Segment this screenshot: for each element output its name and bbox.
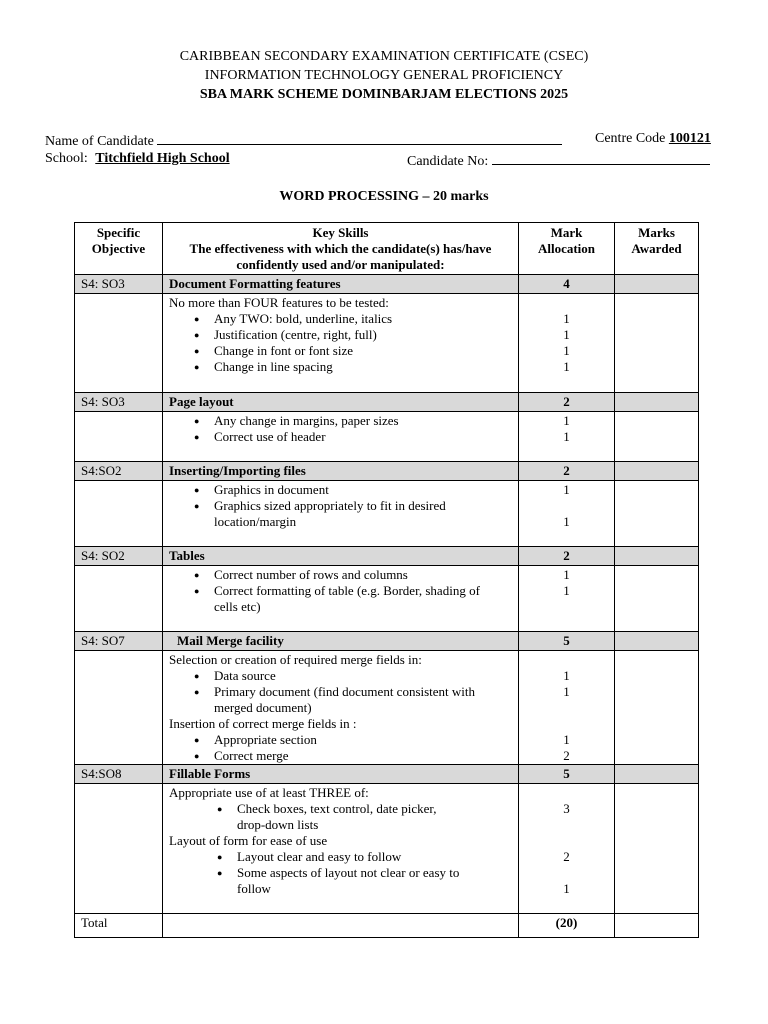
list-item: ● Data source	[169, 668, 512, 684]
list-item: ● Correct merge	[169, 748, 512, 764]
objective-cell: S4:SO8	[75, 765, 163, 784]
header-marks-awarded: Marks Awarded	[615, 223, 699, 275]
marks-awarded-cell[interactable]	[615, 765, 699, 784]
section-row-formatting	[75, 275, 699, 294]
detail-row-inserting-files	[75, 481, 699, 547]
skills-cell: ● Graphics in document ● Graphics sized appropriately to fit in desired location/margin	[163, 481, 519, 547]
document-header	[0, 47, 768, 104]
list-item: ● Graphics in document	[169, 482, 512, 498]
marks-awarded-cell[interactable]	[615, 275, 699, 294]
marks-awarded-cell[interactable]	[615, 481, 699, 547]
candidate-name-label: Name of Candidate	[45, 134, 154, 149]
centre-code-label: Centre Code	[595, 131, 666, 146]
objective-cell: S4: SO3	[75, 275, 163, 294]
mark-scheme-table	[74, 222, 699, 938]
header-line-1: CARIBBEAN SECONDARY EXAMINATION CERTIFICATE (CSEC)	[179, 49, 589, 64]
marks-awarded-cell[interactable]	[615, 566, 699, 632]
list-item: ● Correct number of rows and columns	[169, 567, 512, 583]
list-item: ● Change in font or font size	[169, 343, 512, 359]
section-marks-cell: 4	[519, 275, 615, 294]
candidate-name-field[interactable]	[157, 130, 562, 145]
detail-row-mail-merge	[75, 651, 699, 765]
header-line-3: SBA MARK SCHEME DOMINBARJAM ELECTIONS 2025	[199, 87, 569, 102]
header-line-2: INFORMATION TECHNOLOGY GENERAL PROFICIENCY	[204, 68, 564, 83]
centre-code-value: 100121	[668, 131, 711, 146]
skills-cell: ● Correct number of rows and columns ● Correct formatting of table (e.g. Border, shading of cells etc)	[163, 566, 519, 632]
marks-awarded-cell[interactable]	[615, 412, 699, 462]
detail-row-tables	[75, 566, 699, 632]
marks-awarded-cell[interactable]	[615, 784, 699, 914]
objective-cell: S4: SO7	[75, 632, 163, 651]
section-marks-cell: 2	[519, 393, 615, 412]
section-marks-cell: 5	[519, 765, 615, 784]
detail-row-fillable-forms	[75, 784, 699, 914]
candidate-no-row	[407, 150, 710, 170]
section-title-cell: Document Formatting features	[163, 275, 519, 294]
total-awarded-cell[interactable]	[615, 914, 699, 938]
list-item: ● Correct formatting of table (e.g. Border, shading of	[169, 583, 512, 599]
section-row-fillable-forms	[75, 765, 699, 784]
section-marks-cell: 2	[519, 547, 615, 566]
school-value: Titchfield High School	[95, 151, 230, 166]
section-title-cell: Inserting/Importing files	[163, 462, 519, 481]
list-item: ● Change in line spacing	[169, 359, 512, 375]
section-title-cell: Page layout	[163, 393, 519, 412]
marks-awarded-cell[interactable]	[615, 651, 699, 765]
section-title: WORD PROCESSING – 20 marks	[279, 189, 489, 204]
item-marks-cell: 1 1	[519, 566, 615, 632]
item-marks-cell: 1 1 1 1	[519, 294, 615, 393]
header-key-skills: Key Skills The effectiveness with which the candidate(s) has/have confidently used and/or manipulated:	[163, 223, 519, 275]
candidate-no-field[interactable]	[492, 150, 710, 165]
objective-cell: S4:SO2	[75, 462, 163, 481]
list-item: ● Appropriate section	[169, 732, 512, 748]
list-item: ● Graphics sized appropriately to fit in desired	[169, 498, 512, 514]
section-row-inserting-files	[75, 462, 699, 481]
school-row	[45, 150, 230, 167]
marks-awarded-cell[interactable]	[615, 393, 699, 412]
detail-row-page-layout	[75, 412, 699, 462]
marks-awarded-cell[interactable]	[615, 294, 699, 393]
list-item: ● Any TWO: bold, underline, italics	[169, 311, 512, 327]
item-marks-cell: 1 1	[519, 412, 615, 462]
total-marks: (20)	[519, 914, 615, 938]
item-marks-cell: 1 1	[519, 481, 615, 547]
candidate-no-label: Candidate No:	[407, 154, 489, 169]
skills-cell	[163, 412, 519, 462]
section-row-mail-merge	[75, 632, 699, 651]
candidate-name-row	[45, 130, 562, 150]
marks-awarded-cell[interactable]	[615, 462, 699, 481]
objective-cell: S4: SO3	[75, 393, 163, 412]
detail-row-formatting	[75, 294, 699, 393]
section-marks-cell: 2	[519, 462, 615, 481]
skills-cell: Appropriate use of at least THREE of: ● Check boxes, text control, date picker, drop-down lists Layout of form for ease of use ● Layout clear and easy to follow ● Some aspects of layout not clear or easy to follow	[163, 784, 519, 914]
header-mark-allocation: Mark Allocation	[519, 223, 615, 275]
table-header-row	[75, 223, 699, 275]
list-item: ● Correct use of header	[169, 429, 512, 445]
skills-cell: No more than FOUR features to be tested: ● Any TWO: bold, underline, italics ● Justification (centre, right, full) ● Change in font or font size ● Change in line spacing	[163, 294, 519, 393]
header-objective: Specific Objective	[75, 223, 163, 275]
list-item: ● Some aspects of layout not clear or easy to	[169, 865, 512, 881]
section-title-cell: Tables	[163, 547, 519, 566]
list-item: ● Check boxes, text control, date picker,	[169, 801, 512, 817]
objective-cell: S4: SO2	[75, 547, 163, 566]
marks-awarded-cell[interactable]	[615, 547, 699, 566]
section-title-cell: Mail Merge facility	[163, 632, 519, 651]
item-marks-cell: 3 2 1	[519, 784, 615, 914]
section-marks-cell: 5	[519, 632, 615, 651]
school-label: School:	[45, 151, 88, 166]
section-row-page-layout	[75, 393, 699, 412]
centre-code-row	[595, 130, 711, 147]
section-title-cell: Fillable Forms	[163, 765, 519, 784]
item-marks-cell: 1 1 1 2	[519, 651, 615, 765]
skills-cell: Selection or creation of required merge fields in: ● Data source ● Primary document (find document consistent with merged document) Insertion of correct merge fields in : ● Appropriate section ● Correct merge	[163, 651, 519, 765]
list-item: ● Justification (centre, right, full)	[169, 327, 512, 343]
marks-awarded-cell[interactable]	[615, 632, 699, 651]
list-item: ● Layout clear and easy to follow	[169, 849, 512, 865]
list-item: ● Any change in margins, paper sizes	[169, 413, 512, 429]
section-row-tables	[75, 547, 699, 566]
total-row	[75, 914, 699, 938]
total-label: Total	[75, 914, 163, 938]
list-item: ● Primary document (find document consistent with	[169, 684, 512, 700]
